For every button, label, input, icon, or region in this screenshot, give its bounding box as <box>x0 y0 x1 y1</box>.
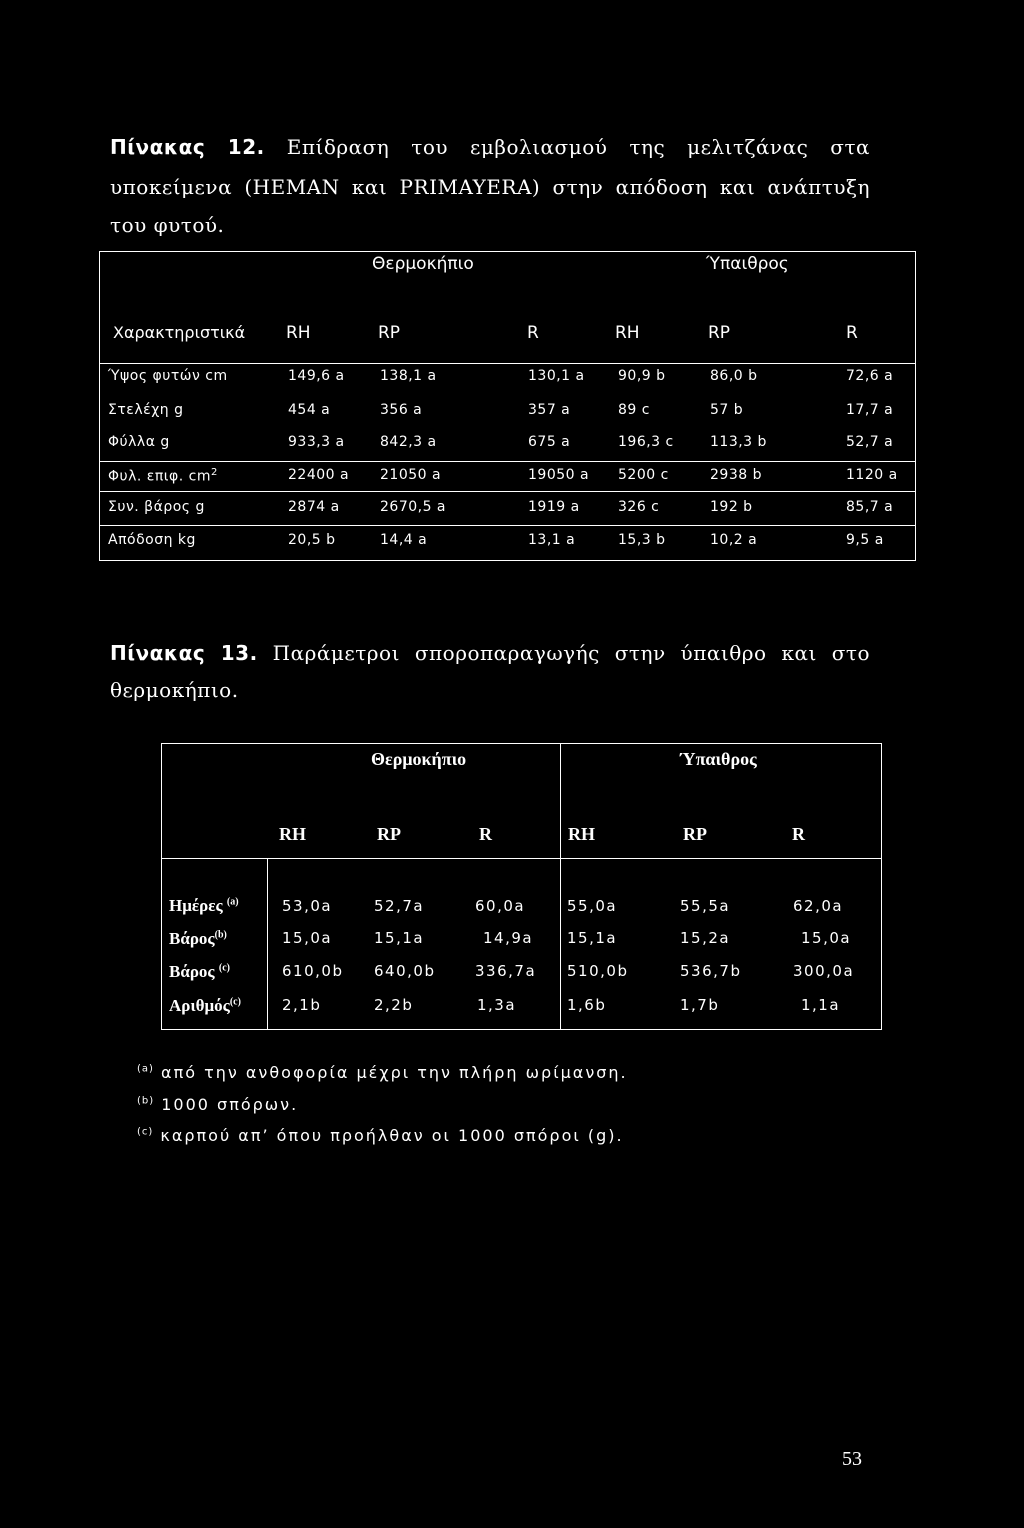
table-13-group-divider <box>560 743 561 1030</box>
table-12-label: Πίνακας 12. <box>110 135 265 159</box>
table-12-row-rule <box>99 491 916 492</box>
table-12-column-header: RH <box>615 323 640 343</box>
table-12-row-label: Ύψος φυτών cm <box>108 368 228 384</box>
table-13-caption <box>110 636 870 670</box>
table-13-cell: 55,0a <box>567 897 618 915</box>
table-12-row-label: Φύλλα g <box>108 434 170 450</box>
table-13-column-header: RP <box>683 824 707 844</box>
table-12-cell: 192 b <box>710 499 753 515</box>
table-13-group-open-field: Ύπαιθρος <box>680 749 757 769</box>
table-12-cell: 933,3 a <box>288 434 345 450</box>
table-13-column-header: R <box>792 824 805 844</box>
table-12-frame <box>99 251 916 561</box>
table-12-cell: 675 a <box>528 434 571 450</box>
table-13-column-header: R <box>479 824 492 844</box>
table-13-cell: 60,0a <box>475 897 526 915</box>
table-12-caption-line: του φυτού. <box>110 213 225 237</box>
table-13-cell: 53,0a <box>282 897 333 915</box>
table-13-caption-line: θερμοκήπιο. <box>110 678 239 702</box>
table-12-cell: 196,3 c <box>618 434 674 450</box>
table-13-cell: 640,0b <box>374 962 436 980</box>
table-12-cell: 89 c <box>618 402 650 418</box>
table-12-cell: 113,3 b <box>710 434 767 450</box>
table-12-row-label: Συν. βάρος g <box>108 499 205 515</box>
table-12-cell: 57 b <box>710 402 744 418</box>
table-13-cell: 15,2a <box>680 929 731 947</box>
table-12-cell: 2874 a <box>288 499 340 515</box>
table-12-row-label: Φυλ. επιφ. $cm^2$ <box>108 467 218 485</box>
table-12-cell: 17,7 a <box>846 402 894 418</box>
table-13-cell: 2,2b <box>374 996 414 1014</box>
table-13-column-header: RP <box>377 824 401 844</box>
table-12-cell: 21050 a <box>380 467 442 483</box>
table-13-label: Πίνακας 13. <box>110 641 258 665</box>
table-12-cell: 842,3 a <box>380 434 437 450</box>
table-13-row-label: Ημέρες $^{(a)}$ <box>169 896 239 915</box>
table-13-cell: 15,1a <box>567 929 618 947</box>
table-12-row-label: Απόδοση kg <box>108 532 196 548</box>
footnote: $^{(c)}$ καρπού απ’ όπου προήλθαν οι 1000 σπόροι (g). <box>137 1126 624 1145</box>
table-12-caption-line: υποκείμενα (HEMAN και PRIMAYERA) στην απόδοση και ανάπτυξη <box>110 175 870 199</box>
table-12-cell: 357 a <box>528 402 571 418</box>
table-12-cell: 1120 a <box>846 467 898 483</box>
table-12-row-label: Στελέχη g <box>108 402 184 418</box>
table-12-header-rule <box>99 363 916 364</box>
table-13-cell: 1,7b <box>680 996 720 1014</box>
table-12-cell: 72,6 a <box>846 368 894 384</box>
table-13-row-label: Βάρος $^{(c)}$ <box>169 962 230 981</box>
table-13-cell: 15,0a <box>282 929 333 947</box>
table-12-cell: 85,7 a <box>846 499 894 515</box>
table-12-column-header: RP <box>708 323 731 343</box>
table-13-cell: 610,0b <box>282 962 344 980</box>
table-13-cell: 1,3a <box>477 996 517 1014</box>
table-12-cell: 138,1 a <box>380 368 437 384</box>
table-13-cell: 510,0b <box>567 962 629 980</box>
table-12-caption-line: Επίδραση του εμβολιασμού της μελιτζάνας στα <box>286 135 871 159</box>
table-13-header-rule <box>161 858 882 859</box>
table-12-cell: 15,3 b <box>618 532 666 548</box>
table-12-cell: 52,7 a <box>846 434 894 450</box>
table-12-column-header: RP <box>378 323 401 343</box>
table-12-cell: 22400 a <box>288 467 350 483</box>
table-12-row-rule <box>99 461 916 462</box>
table-13-cell: 14,9a <box>483 929 534 947</box>
table-13-frame <box>161 743 882 1030</box>
table-12-cell: 454 a <box>288 402 331 418</box>
table-13-column-header: RH <box>568 824 595 844</box>
table-12-cell: 13,1 a <box>528 532 576 548</box>
footnote: $^{(a)}$ από την ανθοφορία μέχρι την πλήρη ωρίμανση. <box>137 1063 628 1082</box>
table-13-cell: 52,7a <box>374 897 425 915</box>
table-13-cell: 62,0a <box>793 897 844 915</box>
table-12-cell: 19050 a <box>528 467 590 483</box>
table-12-row-rule <box>99 525 916 526</box>
table-12-caption <box>110 130 870 164</box>
table-12-cell: 149,6 a <box>288 368 345 384</box>
table-13-cell: 15,0a <box>801 929 852 947</box>
table-13-cell: 536,7b <box>680 962 742 980</box>
table-13-cell: 1,6b <box>567 996 607 1014</box>
table-12-header-label: Χαρακτηριστικά <box>113 323 246 342</box>
table-13-cell: 336,7a <box>475 962 537 980</box>
table-12-cell: 5200 c <box>618 467 669 483</box>
table-13-row-label: Αριθμός$^{(c)}$ <box>169 996 241 1015</box>
table-13-cell: 55,5a <box>680 897 731 915</box>
table-12-cell: 326 c <box>618 499 660 515</box>
table-13-row-label: Βάρος$^{(b)}$ <box>169 929 227 948</box>
table-13-column-header: RH <box>279 824 306 844</box>
table-12-cell: 2670,5 a <box>380 499 447 515</box>
table-13-cell: 15,1a <box>374 929 425 947</box>
table-12-cell: 2938 b <box>710 467 762 483</box>
table-12-cell: 356 a <box>380 402 423 418</box>
page-number: 53 <box>842 1448 862 1470</box>
table-13-label-divider <box>267 858 268 1030</box>
table-12-cell: 1919 a <box>528 499 580 515</box>
table-12-cell: 86,0 b <box>710 368 758 384</box>
table-12-group-open-field: Ύπαιθρος <box>706 254 789 274</box>
table-12-cell: 10,2 a <box>710 532 758 548</box>
table-12-cell: 130,1 a <box>528 368 585 384</box>
table-12-cell: 20,5 b <box>288 532 336 548</box>
table-13-caption-line: Παράμετροι σποροπαραγωγής στην ύπαιθρο και στο <box>272 641 871 665</box>
table-13-group-greenhouse: Θερμοκήπιο <box>371 749 467 769</box>
table-13-cell: 1,1a <box>801 996 841 1014</box>
table-13-cell: 2,1b <box>282 996 322 1014</box>
table-12-column-header: RH <box>286 323 311 343</box>
table-13-cell: 300,0a <box>793 962 855 980</box>
table-12-column-header: R <box>527 323 539 343</box>
table-12-cell: 9,5 a <box>846 532 884 548</box>
table-12-group-greenhouse: Θερμοκήπιο <box>372 254 474 274</box>
table-12-cell: 90,9 b <box>618 368 666 384</box>
table-12-cell: 14,4 a <box>380 532 428 548</box>
footnote: $^{(b)}$ 1000 σπόρων. <box>137 1095 299 1114</box>
table-12-column-header: R <box>846 323 858 343</box>
